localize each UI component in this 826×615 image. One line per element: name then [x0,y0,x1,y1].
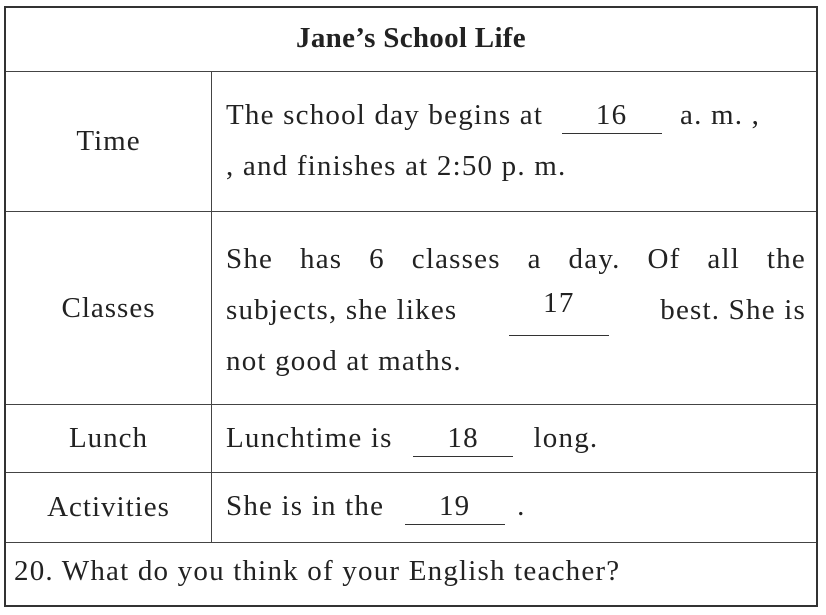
classes-word: all [707,243,740,275]
worksheet-table [4,6,818,607]
blank-16: 16 [562,97,662,134]
classes-word: day. [568,243,621,275]
activities-content [212,473,816,542]
time-text-after: a. m. , [680,99,761,131]
lunch-line [226,413,806,464]
classes-word: the [766,243,806,275]
lunch-row [6,405,816,473]
classes-word: classes [411,243,501,275]
classes-row [6,212,816,405]
lunch-text-before: Lunchtime is [226,422,393,454]
activities-text-after: . [517,490,526,522]
time-line-2: , and finishes at 2:50 p. m. [226,150,567,182]
activities-label: Activities [6,473,212,542]
question-20: 20. What do you think of your English teacher? [14,555,621,587]
time-text-before: The school day begins at [226,99,544,131]
activities-row [6,473,816,543]
table-title: Jane’s School Life [296,22,526,54]
lunch-text-after: long. [533,422,599,454]
classes-word: a [527,243,542,275]
classes-word: 6 [369,243,385,275]
classes-word: She [226,243,274,275]
time-label: Time [6,72,212,211]
classes-word: Of [647,243,681,275]
classes-text-after: best. She is [660,294,806,326]
classes-line-1 [226,234,806,285]
time-content [212,72,816,211]
classes-line-2 [226,285,806,336]
lunch-content [212,405,816,472]
classes-text-before: subjects, she likes [226,294,458,326]
classes-label: Classes [6,212,212,404]
activities-text-before: She is in the [226,490,385,522]
blank-17: 17 [509,285,609,336]
question-row [6,543,816,605]
classes-word: has [300,243,343,275]
classes-line-3: not good at maths. [226,345,462,377]
classes-content [212,212,816,404]
time-row [6,72,816,212]
title-row [6,8,816,72]
blank-18: 18 [413,420,513,457]
lunch-label: Lunch [6,405,212,472]
blank-19: 19 [405,488,505,525]
time-line-1 [226,90,806,141]
activities-line [226,481,806,532]
